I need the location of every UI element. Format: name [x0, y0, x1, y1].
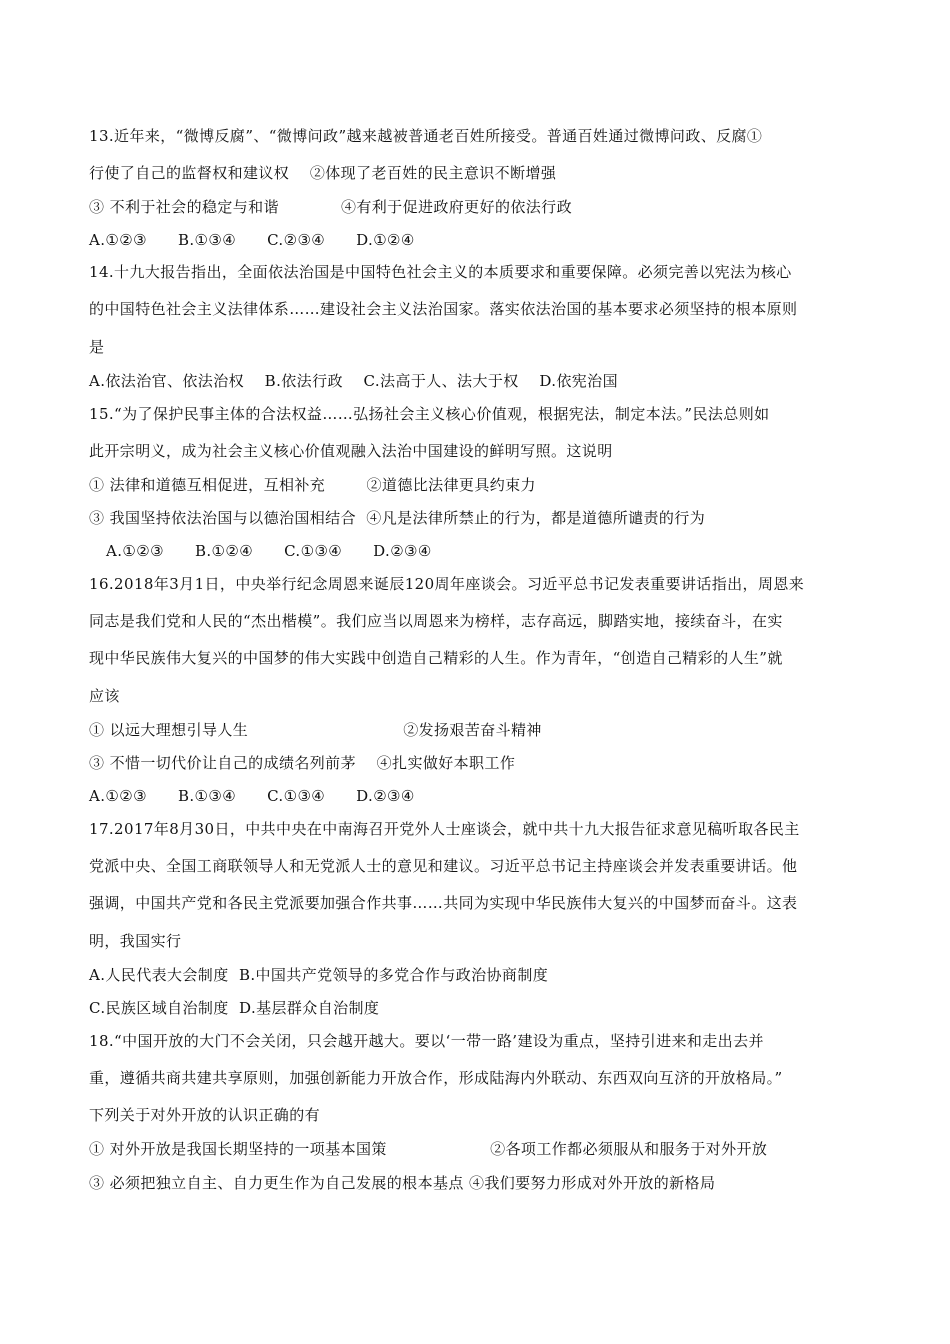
q16-line-5: ① 以远大理想引导人生 ②发扬艰苦奋斗精神	[89, 721, 542, 739]
q16-options: A.①②③ B.①③④ C.①③④ D.②③④	[89, 787, 415, 805]
q16-line-3: 现中华民族伟大复兴的中国梦的伟大实践中创造自己精彩的人生。作为青年，“创造自己精彩的人生”就	[89, 649, 783, 667]
q15-line-4: ③ 我国坚持依法治国与以德治国相结合 ④凡是法律所禁止的行为，都是道德所谴责的行为	[89, 509, 706, 527]
q18-line-1: 18.“中国开放的大门不会关闭，只会越开越大。要以‘一带一路’建设为重点，坚持引进来和走出去并	[89, 1032, 764, 1050]
q15-options: A.①②③ B.①②④ C.①③④ D.②③④	[106, 542, 432, 560]
q16-line-6: ③ 不惜一切代价让自己的成绩名列前茅 ④扎实做好本职工作	[89, 754, 516, 772]
q16-line-2: 同志是我们党和人民的“杰出楷模”。我们应当以周恩来为榜样，志存高远，脚踏实地，接续奋斗，在实	[89, 612, 783, 630]
q13-line-1: 13.近年来，“微博反腐”、“微博问政”越来越被普通老百姓所接受。普通百姓通过微博问政、反腐①	[89, 127, 763, 145]
q16-line-4: 应该	[89, 687, 120, 705]
q18-line-4: ① 对外开放是我国长期坚持的一项基本国策 ②各项工作都必须服从和服务于对外开放	[89, 1140, 768, 1158]
q17-line-4: 明，我国实行	[89, 932, 182, 950]
q13-line-3: ③ 不利于社会的稳定与和谐 ④有利于促进政府更好的依法行政	[89, 198, 572, 216]
q17-line-2: 党派中央、全国工商联领导人和无党派人士的意见和建议。习近平总书记主持座谈会并发表重要讲话。他	[89, 857, 798, 875]
q14-line-1: 14.十九大报告指出，全面依法治国是中国特色社会主义的本质要求和重要保障。必须完善以宪法为核心	[89, 263, 792, 281]
q18-line-3: 下列关于对外开放的认识正确的有	[89, 1106, 321, 1124]
q17-options-2: C.民族区域自治制度 D.基层群众自治制度	[89, 999, 380, 1017]
q14-line-3: 是	[89, 338, 105, 356]
q17-line-1: 17.2017年8月30日，中共中央在中南海召开党外人士座谈会，就中共十九大报告征求意见稿听取各民主	[89, 820, 800, 838]
q14-line-2: 的中国特色社会主义法律体系……建设社会主义法治国家。落实依法治国的基本要求必须坚持的根本原则	[89, 300, 798, 318]
q13-line-2: 行使了自己的监督权和建议权 ②体现了老百姓的民主意识不断增强	[89, 164, 557, 182]
q15-line-1: 15.“为了保护民事主体的合法权益……弘扬社会主义核心价值观，根据宪法，制定本法。”民法总则如	[89, 405, 770, 423]
q16-line-1: 16.2018年3月1日，中央举行纪念周恩来诞辰120周年座谈会。习近平总书记发表重要讲话指出，周恩来	[89, 575, 805, 593]
q14-options: A.依法治官、依法治权 B.依法行政 C.法高于人、法大于权 D.依宪治国	[89, 372, 618, 390]
q13-options: A.①②③ B.①③④ C.②③④ D.①②④	[89, 231, 415, 249]
q15-line-2: 此开宗明义，成为社会主义核心价值观融入法治中国建设的鲜明写照。这说明	[89, 442, 613, 460]
q17-line-3: 强调，中国共产党和各民主党派要加强合作共事……共同为实现中华民族伟大复兴的中国梦而奋斗。这表	[89, 894, 798, 912]
q15-line-3: ① 法律和道德互相促进，互相补充 ②道德比法律更具约束力	[89, 476, 536, 494]
q18-line-2: 重，遵循共商共建共享原则，加强创新能力开放合作，形成陆海内外联动、东西双向互济的开放格局。”	[89, 1069, 783, 1087]
q18-line-5: ③ 必须把独立自主、自力更生作为自己发展的根本基点 ④我们要努力形成对外开放的新格局	[89, 1174, 716, 1192]
q17-options-1: A.人民代表大会制度 B.中国共产党领导的多党合作与政治协商制度	[89, 966, 549, 984]
